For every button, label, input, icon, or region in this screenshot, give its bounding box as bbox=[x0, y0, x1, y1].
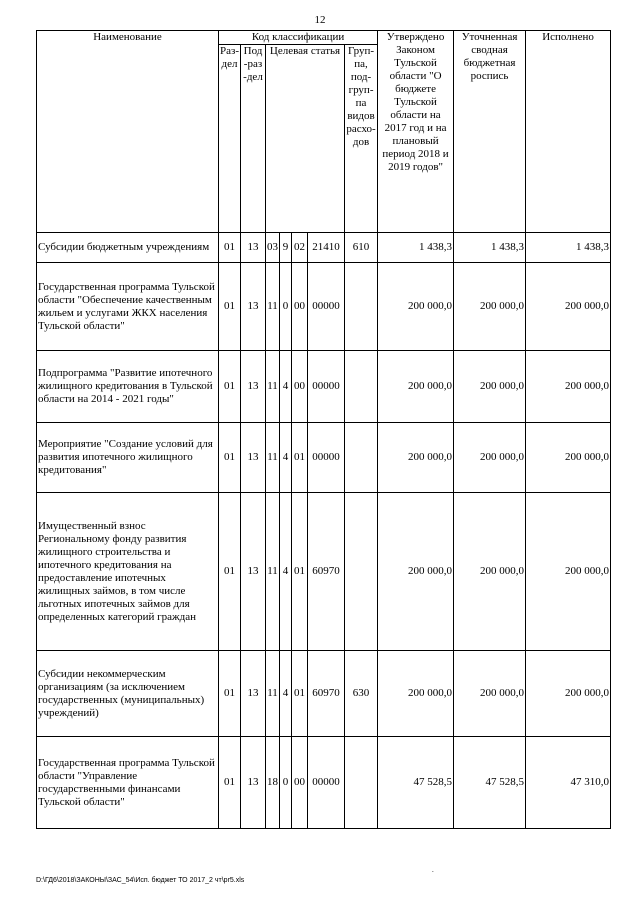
row-approved: 200 000,0 bbox=[378, 651, 454, 737]
row-code-podrazdel: 13 bbox=[241, 233, 266, 263]
row-refined: 200 000,0 bbox=[454, 651, 526, 737]
row-code-cs2: 0 bbox=[280, 263, 292, 351]
row-code-cs3: 01 bbox=[292, 651, 308, 737]
row-code-podrazdel: 13 bbox=[241, 493, 266, 651]
row-code-cs3: 00 bbox=[292, 351, 308, 423]
header-refined: Уточненная сводная бюджетная роспись bbox=[454, 31, 526, 233]
row-code-cs4: 00000 bbox=[308, 737, 345, 829]
table-row bbox=[37, 651, 611, 737]
row-code-podrazdel: 13 bbox=[241, 737, 266, 829]
row-code-razdel: 01 bbox=[219, 423, 241, 493]
row-code-cs4: 60970 bbox=[308, 493, 345, 651]
row-name: Субсидии бюджетным учреждениям bbox=[37, 233, 219, 263]
header-executed: Исполнено bbox=[526, 31, 611, 233]
row-code-vid bbox=[345, 351, 378, 423]
row-executed: 200 000,0 bbox=[526, 651, 611, 737]
row-name: Субсидии некоммерческим организациям (за исключением государственных (муниципальных) учреждений) bbox=[37, 651, 219, 737]
row-code-cs4: 21410 bbox=[308, 233, 345, 263]
row-code-cs2: 4 bbox=[280, 351, 292, 423]
row-code-razdel: 01 bbox=[219, 233, 241, 263]
row-code-vid: 630 bbox=[345, 651, 378, 737]
row-approved: 200 000,0 bbox=[378, 263, 454, 351]
file-path-footer: D:\ГД6\2018\ЗАКОНЫ\ЗАС_54\Исп. бюджет ТО 2017_2 чт\pr5.xls bbox=[36, 877, 245, 884]
row-refined: 200 000,0 bbox=[454, 263, 526, 351]
row-name: Государственная программа Тульской области "Управление государственными финансами Тульской области" bbox=[37, 737, 219, 829]
row-code-cs2: 0 bbox=[280, 737, 292, 829]
row-code-cs3: 00 bbox=[292, 263, 308, 351]
row-approved: 47 528,5 bbox=[378, 737, 454, 829]
row-code-cs4: 00000 bbox=[308, 423, 345, 493]
row-code-cs3: 00 bbox=[292, 737, 308, 829]
table-row bbox=[37, 423, 611, 493]
row-refined: 1 438,3 bbox=[454, 233, 526, 263]
row-code-vid bbox=[345, 737, 378, 829]
header-subsection: Под-раз-дел bbox=[241, 45, 266, 233]
row-executed: 200 000,0 bbox=[526, 351, 611, 423]
row-code-cs4: 60970 bbox=[308, 651, 345, 737]
row-code-vid bbox=[345, 423, 378, 493]
row-code-podrazdel: 13 bbox=[241, 263, 266, 351]
row-code-cs1: 11 bbox=[266, 263, 280, 351]
row-code-vid: 610 bbox=[345, 233, 378, 263]
row-executed: 200 000,0 bbox=[526, 263, 611, 351]
row-refined: 200 000,0 bbox=[454, 351, 526, 423]
table-row bbox=[37, 737, 611, 829]
row-approved: 200 000,0 bbox=[378, 423, 454, 493]
header-name: Наименование bbox=[37, 31, 219, 233]
row-code-cs2: 4 bbox=[280, 493, 292, 651]
row-executed: 200 000,0 bbox=[526, 423, 611, 493]
row-code-cs3: 01 bbox=[292, 493, 308, 651]
header-expense-group: Груп-па, под-груп-па видов расхо-дов bbox=[345, 45, 378, 233]
row-code-cs3: 01 bbox=[292, 423, 308, 493]
row-code-cs1: 11 bbox=[266, 651, 280, 737]
row-code-cs1: 03 bbox=[266, 233, 280, 263]
row-code-razdel: 01 bbox=[219, 651, 241, 737]
row-refined: 47 528,5 bbox=[454, 737, 526, 829]
row-code-podrazdel: 13 bbox=[241, 423, 266, 493]
row-code-cs4: 00000 bbox=[308, 351, 345, 423]
row-approved: 1 438,3 bbox=[378, 233, 454, 263]
row-code-cs2: 4 bbox=[280, 423, 292, 493]
row-code-cs1: 18 bbox=[266, 737, 280, 829]
row-code-razdel: 01 bbox=[219, 737, 241, 829]
row-code-cs2: 9 bbox=[280, 233, 292, 263]
row-name: Имущественный взнос Региональному фонду развития жилищного строительства и ипотечного кредитования на предоставление ипотечных жилищных займов, в том числе льготных ипотечных займов для определенных категорий граждан bbox=[37, 493, 219, 651]
header-section: Раз-дел bbox=[219, 45, 241, 233]
row-code-razdel: 01 bbox=[219, 351, 241, 423]
row-approved: 200 000,0 bbox=[378, 493, 454, 651]
row-code-cs1: 11 bbox=[266, 351, 280, 423]
row-code-razdel: 01 bbox=[219, 263, 241, 351]
row-executed: 1 438,3 bbox=[526, 233, 611, 263]
row-executed: 200 000,0 bbox=[526, 493, 611, 651]
row-code-vid bbox=[345, 493, 378, 651]
row-name: Мероприятие "Создание условий для развития ипотечного жилищного кредитования" bbox=[37, 423, 219, 493]
row-code-cs1: 11 bbox=[266, 423, 280, 493]
budget-table bbox=[36, 30, 611, 829]
row-executed: 47 310,0 bbox=[526, 737, 611, 829]
row-code-razdel: 01 bbox=[219, 493, 241, 651]
row-refined: 200 000,0 bbox=[454, 493, 526, 651]
table-row bbox=[37, 493, 611, 651]
table-row bbox=[37, 233, 611, 263]
row-code-cs4: 00000 bbox=[308, 263, 345, 351]
page-number: 12 bbox=[314, 14, 326, 26]
table-row bbox=[37, 351, 611, 423]
row-approved: 200 000,0 bbox=[378, 351, 454, 423]
row-name: Государственная программа Тульской области "Обеспечение качественным жильем и услугами ЖКХ населения Тульской области" bbox=[37, 263, 219, 351]
table-row bbox=[37, 263, 611, 351]
header-approved: Утверждено Законом Тульской области "О бюджете Тульской области на 2017 год и на плановый период 2018 и 2019 годов" bbox=[378, 31, 454, 233]
row-code-cs1: 11 bbox=[266, 493, 280, 651]
footer-mark: . bbox=[432, 866, 434, 874]
row-code-podrazdel: 13 bbox=[241, 351, 266, 423]
row-code-cs3: 02 bbox=[292, 233, 308, 263]
header-classification: Код классификации bbox=[219, 31, 378, 45]
row-name: Подпрограмма "Развитие ипотечного жилищного кредитования в Тульской области на 2014 - 2021 годы" bbox=[37, 351, 219, 423]
row-code-podrazdel: 13 bbox=[241, 651, 266, 737]
row-code-cs2: 4 bbox=[280, 651, 292, 737]
row-code-vid bbox=[345, 263, 378, 351]
row-refined: 200 000,0 bbox=[454, 423, 526, 493]
header-target-article: Целевая статья bbox=[266, 45, 345, 233]
